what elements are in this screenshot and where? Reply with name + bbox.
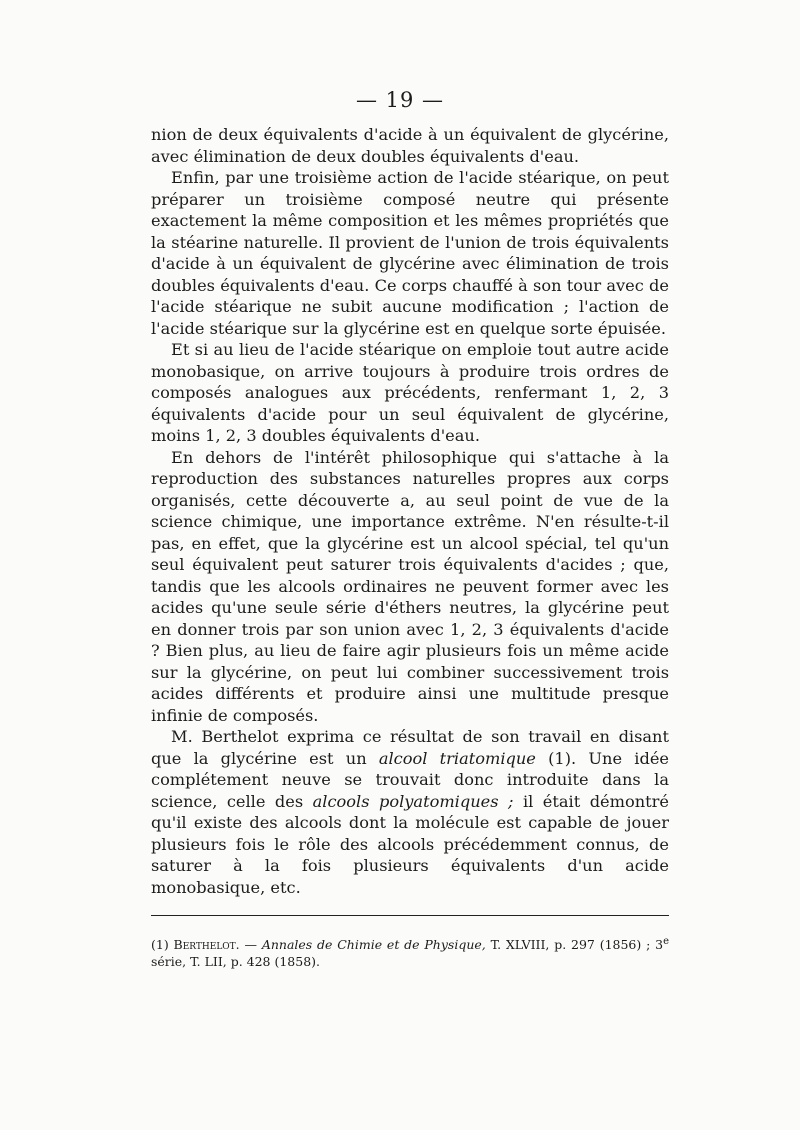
paragraph-3: Et si au lieu de l'acide stéarique on emploie tout autre acide monobasique, on arrive toujours à produire trois ordres de composés analogues aux précédents, renfermant 1, 2, 3 équivalents d'acide pour un seul équivalent de glycérine, moins 1, 2, 3 doubles équivalents d'eau.: [151, 340, 669, 445]
body-text: [151, 124, 669, 898]
footnote-dash: —: [239, 937, 262, 952]
footnote-details: T. XLVIII, p. 297 (1856) ; 3: [485, 937, 664, 952]
footnote-marker: (1): [151, 937, 174, 952]
italic-term-polyatomiques: alcools polyatomiques ;: [312, 791, 514, 811]
footnote-author: Berthelot.: [173, 937, 240, 952]
paragraph-1: nion de deux équivalents d'acide à un équivalent de glycérine, avec élimination de deux doubles équivalents d'eau.: [151, 125, 669, 166]
page-number: — 19 —: [355, 88, 445, 112]
footnote-divider: [151, 915, 669, 916]
italic-term-triatomique: alcool triatomique: [378, 748, 536, 768]
paragraph-5: [151, 726, 669, 898]
paragraph-5-part-c: il était démontré qu'il existe des alcools dont la molécule est capable de jouer plusieurs fois le rôle des alcools précédemment connus, de saturer à la fois plusieurs équivalents d'un acide monobasique, etc.: [151, 791, 669, 897]
footnote-journal: Annales de Chimie et de Physique,: [261, 937, 486, 952]
footnote: [151, 936, 669, 970]
paragraph-4: En dehors de l'intérêt philosophique qui s'attache à la reproduction des substances naturelles propres aux corps organisés, cette découverte a, au seul point de vue de la science chimique, une importance extrême. N'en résulte-t-il pas, en effet, que la glycérine est un alcool spécial, tel qu'un seul équivalent peut saturer trois équivalents d'acides ; que, tandis que les alcools ordinaires ne peuvent former avec les acides qu'une seule série d'éthers neutres, la glycérine peut en donner trois par son union avec 1, 2, 3 équivalents d'acide ? Bien plus, au lieu de faire agir plusieurs fois un même acide sur la glycérine, on peut lui combiner successivement trois acides différents et produire ainsi une multitude presque infinie de composés.: [151, 447, 669, 725]
paragraph-5-part-a: M. Berthelot exprima ce résultat de son travail en disant que la glycérine est un: [151, 727, 669, 768]
footnote-superscript: e: [663, 935, 669, 947]
footnote-details-2: série, T. LII, p. 428 (1858).: [151, 954, 321, 969]
paragraph-5-part-b: (1). Une idée complétement neuve se trouvait donc introduite dans la science, celle des: [151, 748, 669, 811]
paragraph-2: Enfin, par une troisième action de l'acide stéarique, on peut préparer un troisième composé neutre qui présente exactement la même composition et les mêmes propriétés que la stéarine naturelle. Il provient de l'union de trois équivalents d'acide à un équivalent de glycérine avec élimination de trois doubles équivalents d'eau. Ce corps chauffé à son tour avec de l'acide stéarique ne subit aucune modification ; l'action de l'acide stéarique sur la glycérine est en quelque sorte épuisée.: [151, 168, 669, 338]
